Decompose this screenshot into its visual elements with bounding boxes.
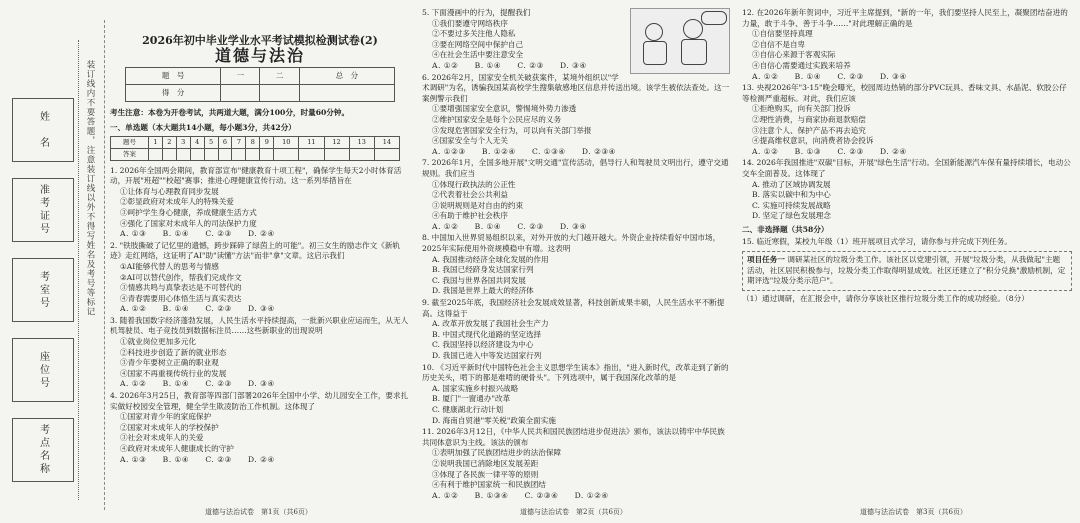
question-option: ①表明加强了民族团结进步的法治保障	[432, 448, 562, 458]
admission-number-field[interactable]: 准考证号	[12, 178, 74, 242]
score-table: 题 号 一 二 总 分 得 分	[125, 67, 395, 102]
question-option: C. 实施可持续发展战略	[752, 200, 831, 210]
question-option: ③社会对未成年人的关爱	[120, 433, 204, 443]
answer-input-cell[interactable]	[204, 148, 218, 160]
question-option: ④提高维权意识，向消费者协会投诉	[752, 136, 874, 146]
question-item	[422, 158, 730, 232]
question-option: ③注意个人、保护产品不再去追究	[752, 125, 866, 135]
exam-room-field[interactable]: 考室号	[12, 258, 74, 322]
question-item	[422, 363, 730, 427]
answer-number-cell: 4	[190, 137, 204, 149]
question-stem: 1. 2026年全国两会期间，教育部宣布"健康教育十项工程"，确保学生每天2小时体育活动，开展"班超""校超"赛事；推进心理健康宣传行动。这一系列举措旨在	[110, 165, 402, 186]
question-option: ②代表着社会公共利益	[432, 190, 508, 200]
question-item	[742, 158, 1072, 222]
question-option: ②科技进步创造了新的就业形态	[120, 347, 227, 357]
question-option: ③自信心来源于客观实际	[752, 50, 836, 60]
question-option: ④国家不再重视传统行业的发展	[120, 368, 227, 378]
question-stem: 10. 《习近平新时代中国特色社会主义思想学生读本》指出，"进入新时代，改革走到了新的历史关头，啃下的都是难啃的硬骨头"。下列选项中，属于我国深化改革的是	[422, 362, 729, 383]
page-footer-3: 道德与法治试卷 第3页（共6页）	[860, 508, 967, 516]
answer-choices: A. ①③ B. ①④ C. ②③ D. ②④	[120, 454, 275, 464]
comic-illustration	[630, 8, 730, 74]
question-stem: 3. 随着我国数字经济蓬勃发展，人民生活水平持续提高，一批新兴职业应运而生，从无人机驾驶员、电子竞技员到数据标注员……这些新职业的出现说明	[110, 315, 409, 336]
question-option: ③发现危害国家安全行为，可以向有关部门举报	[432, 125, 592, 135]
question-option: ①体现行政执法的公正性	[432, 179, 516, 189]
exam-title: 2026年初中毕业学业水平考试模拟检测试卷(2)	[142, 34, 378, 47]
question-option: A. 改革开放发展了我国社会生产力	[432, 319, 549, 329]
question-stem: 9. 截至2025年底，我国经济社会发展成效显著，科技创新成果丰硕，人民生活水平不断提高。这得益于	[422, 298, 725, 318]
question-option: ①让体育与心理教育同步发展	[120, 186, 219, 196]
question-option: ③体现了各民族一律平等的原则	[432, 469, 539, 479]
answer-number-cell: 1	[148, 137, 162, 149]
question-stem: 14. 2026年我国推进"双碳"目标，开展"绿色生活"行动。全国新能源汽车保有量持续增长，电动公交车全面普及。这体现了	[742, 158, 1071, 178]
question-item	[110, 316, 410, 390]
question-item	[110, 241, 410, 315]
question-stem: 6. 2026年2月，国家安全机关破获案件，某境外组织以"学术调研"为名，诱骗我国某高校学生搜集敏感地区信息并传送出境。该学生被依法查处。这一案例警示我们	[422, 72, 730, 103]
answer-input-cell[interactable]	[190, 148, 204, 160]
answer-choices: A. ①② B. ①③ C. ②③ D. ②④	[752, 146, 907, 156]
question-15-stem: 15. 临近寒假，某校九年级（1）班开展项目式学习，请你参与并完成下列任务。	[742, 237, 1012, 247]
question-stem: 2. "铁肢撕破了记忆里的遗憾，跨步踩碎了绿茵上的可能"。初三女生的励志作文《新轨迹》走红网络，这证明了AI"助"读懂"方法"而非"拿"文章。这启示我们	[110, 240, 401, 261]
answer-number-cell: 10	[274, 137, 299, 149]
answer-input-cell[interactable]	[176, 148, 190, 160]
answer-input-cell[interactable]	[246, 148, 260, 160]
answer-number-cell: 5	[204, 137, 218, 149]
question-option: B. 中国式现代化道路的坚定选择	[432, 329, 542, 339]
answer-choices: A. ①② B. ①④ C. ②③ D. ③④	[432, 221, 587, 231]
answer-input-cell[interactable]	[218, 148, 232, 160]
question-option: ②维护国家安全是每个公民应尽的义务	[432, 114, 562, 124]
question-stem: 13. 央视2026年"3·15"晚会曝光，校园周边热销的部分PVC玩具、香味文具、水晶泥、软胶公仔等检测严重超标。对此，我们应该	[742, 83, 1067, 103]
answer-choices: A. ①② B. ①④ C. ②③ D. ③④	[432, 60, 587, 70]
question-option: A. 国家实施乡村振兴战略	[432, 383, 519, 393]
binding-strip	[0, 20, 105, 510]
question-item	[422, 233, 730, 297]
question-item	[742, 8, 1072, 82]
answer-input-cell[interactable]	[260, 148, 274, 160]
answer-number-cell: 9	[260, 137, 274, 149]
answer-choices: A. ①② B. ①④ C. ②③ D. ③④	[120, 379, 275, 389]
question-option: ②理性消费，与商家协商退款赔偿	[752, 114, 866, 124]
question-item	[422, 73, 730, 158]
question-option: ④有助于维护社会秩序	[432, 211, 508, 221]
answer-choices: A. ①②③ B. ①②④ C. ①③④ D. ②③④	[432, 146, 616, 156]
question-option: ①我们要遵守网络秩序	[432, 18, 508, 28]
answer-number-cell: 14	[374, 137, 399, 149]
seat-number-field[interactable]: 座位号	[12, 338, 74, 402]
question-option: ④国家安全与个人无关	[432, 136, 508, 146]
project-task-box	[742, 251, 1072, 291]
task-title: 项目任务一	[747, 255, 785, 265]
score-cell[interactable]	[260, 85, 299, 102]
answer-number-cell: 3	[176, 137, 190, 149]
page-column-3	[742, 8, 1072, 305]
exam-note: 考生注意：本卷为开卷考试，共两道大题，满分100分，时量60分钟。	[110, 108, 350, 118]
question-option: ③情感共鸣与真挚表达是不可替代的	[120, 283, 242, 293]
question-stem: 11. 2026年3月12日，《中华人民共和国民族团结进步促进法》颁布，该法以铸牢中华民族共同体意识为主线。该法的颁布	[422, 427, 725, 447]
question-option: ④有利于维护国家统一和民族团结	[432, 480, 546, 490]
question-option: D. 我国已进入中等发达国家行列	[432, 351, 542, 360]
question-item	[422, 298, 730, 362]
question-option: ②说明我国已消除地区发展差距	[432, 458, 539, 468]
question-option: ④政府对未成年人健康成长的守护	[120, 444, 234, 453]
question-item	[742, 83, 1072, 157]
question-option: ①国家对青少年的家庭保护	[120, 412, 212, 422]
answer-row-label: 答案	[111, 148, 149, 160]
answer-number-cell: 2	[162, 137, 176, 149]
answer-input-cell[interactable]	[374, 148, 399, 160]
answer-choices: A. ①② B. ①④ C. ②③ D. ③④	[752, 71, 907, 81]
answer-number-cell: 12	[324, 137, 349, 149]
task-question: （1）通过调研，在汇报会中，请你分享该社区推行垃圾分类工作的成功经验。（8分）	[742, 293, 1029, 303]
exam-site-field[interactable]: 考点名称	[12, 418, 74, 482]
answer-input-cell[interactable]	[324, 148, 349, 160]
question-option: ①拒绝购买，向有关部门投诉	[752, 104, 851, 114]
answer-table-label: 题号	[111, 137, 149, 149]
question-option: ①自信要坚持真理	[752, 29, 813, 39]
question-option: C. 健康湖北行动计划	[432, 404, 504, 414]
question-option: C. 我国坚持以经济建设为中心	[432, 340, 534, 350]
answer-choices: A. ①② B. ①④ C. ②③ D. ③④	[120, 304, 275, 314]
question-stem: 8. 中国加入世界贸易组织以来，对外开放的大门越开越大。外资企业持续看好中国市场，2025年实际使用外资规模稳中有增。这表明	[422, 233, 721, 254]
answer-number-cell: 6	[218, 137, 232, 149]
exam-subject: 道德与法治	[214, 45, 305, 65]
page-footer-2: 道德与法治试卷 第2页（共6页）	[520, 508, 627, 516]
question-option: ④自信心需要通过实践来培养	[752, 60, 851, 70]
question-option: ③说明规则是对自由的约束	[432, 200, 524, 210]
answer-input-cell[interactable]	[162, 148, 176, 160]
question-item	[110, 391, 410, 465]
question-option: ②自信不是自卑	[752, 39, 806, 49]
question-option: B. 厦门"一窗通办"改革	[432, 394, 511, 404]
question-stem: 5. 下面漫画中的行为，提醒我们	[422, 8, 531, 17]
section1-header: 一、单选题（本大题共14小题，每小题3分，共42分）	[110, 122, 296, 132]
question-option: ④在社会生活中要注意安全	[432, 50, 524, 60]
question-option: ②不要过多关注他人隐私	[432, 29, 516, 39]
question-option: C. 我国与世界各国共同发展	[432, 275, 526, 285]
answer-number-cell: 7	[232, 137, 246, 149]
score-cell[interactable]	[221, 85, 260, 102]
question-option: ③青少年要树立正确的职业观	[120, 358, 219, 368]
question-option: B. 落实以碳中和为中心	[752, 190, 831, 200]
question-item	[110, 166, 410, 240]
column3-questions	[742, 8, 1072, 222]
answer-choices: A. ①② B. ①③④ C. ②③④ D. ①②④	[432, 490, 609, 500]
question-option: ①就业岗位更加多元化	[120, 337, 196, 347]
answer-number-cell: 8	[246, 137, 260, 149]
answer-input-cell[interactable]	[232, 148, 246, 160]
question-option: ②AI可以替代创作，帮我们完成作文	[120, 272, 242, 282]
question-stem: 7. 2026年1月，全国多地开展"文明交通"宣传活动，倡导行人和驾驶员文明出行，遵守交通规则。我们应当	[422, 158, 729, 178]
question-option: A. 推动了区域协调发展	[752, 179, 831, 189]
page-column-2	[422, 8, 730, 502]
score-cell[interactable]	[299, 85, 394, 102]
question-option: ①AI能够代替人的思考与情感	[120, 261, 219, 271]
page-column-1	[110, 8, 410, 466]
question-option: D. 我国是世界上最大的经济体	[432, 286, 534, 296]
task-body: 调研某社区的垃圾分类工作。该社区以党建引领，开展"垃圾分类，从我做起"主题活动，社区居民积极参与，垃圾分类工作取得明显成效。社区还建立了"积分兑换"激励机制，定期评选"垃圾分类示范户"。	[747, 255, 1066, 286]
question-option: B. 我国已经跻身发达国家行列	[432, 265, 534, 275]
question-stem: 4. 2026年3月25日，教育部等四部门部署2026年全国中小学、幼儿园安全工作，要求扎实做好校园安全管理，健全学生欺凌防治工作机制。这体现了	[110, 391, 409, 411]
answer-number-cell: 13	[349, 137, 374, 149]
question-option: ②彰显政府对未成年人的特殊关爱	[120, 197, 234, 207]
question-item	[422, 427, 730, 501]
question-option: A. 我国推动经济全球化发展的作用	[432, 254, 549, 264]
answer-number-cell: 11	[299, 137, 324, 149]
page-footer-1: 道德与法治试卷 第1页（共6页）	[205, 508, 312, 516]
question-option: D. 坚定了绿色发展理念	[752, 211, 831, 221]
answer-choices: A. ①③ B. ①④ C. ②③ D. ②④	[120, 229, 275, 239]
answer-input-cell[interactable]	[349, 148, 374, 160]
answer-table	[110, 136, 400, 160]
question-option: ③要在网络空间中保护自己	[432, 39, 524, 49]
column2-questions	[422, 8, 730, 501]
question-option: ④青春需要用心体悟生活与真实表达	[120, 293, 242, 303]
answer-input-cell[interactable]	[148, 148, 162, 160]
column1-questions	[110, 166, 410, 466]
answer-input-cell[interactable]	[299, 148, 324, 160]
question-stem: 12. 在2026年新年贺词中，习近平主席提到，"新的一年，我们要坚持人民至上，凝聚团结奋进的力量，敢于斗争、善于斗争……"对此理解正确的是	[742, 8, 1068, 28]
question-option: ②国家对未成年人的学校保护	[120, 422, 219, 432]
section2-header: 二、非选择题（共58分）	[742, 224, 829, 234]
binding-note: 装订线内不要答题，注意装订线以外不得写姓名及考号等标记	[85, 60, 95, 317]
binding-line	[78, 40, 80, 500]
question-option: ①要增强国家安全意识，警惕境外势力渗透	[432, 104, 577, 114]
question-option: ③呵护学生身心健康，养成健康生活方式	[120, 207, 257, 217]
name-field[interactable]: 姓 名	[12, 98, 74, 162]
answer-input-cell[interactable]	[274, 148, 299, 160]
question-option: D. 海南自贸港"零关税"政策全面实施	[432, 415, 556, 425]
question-option: ④强化了国家对未成年人的司法保护力度	[120, 218, 257, 228]
